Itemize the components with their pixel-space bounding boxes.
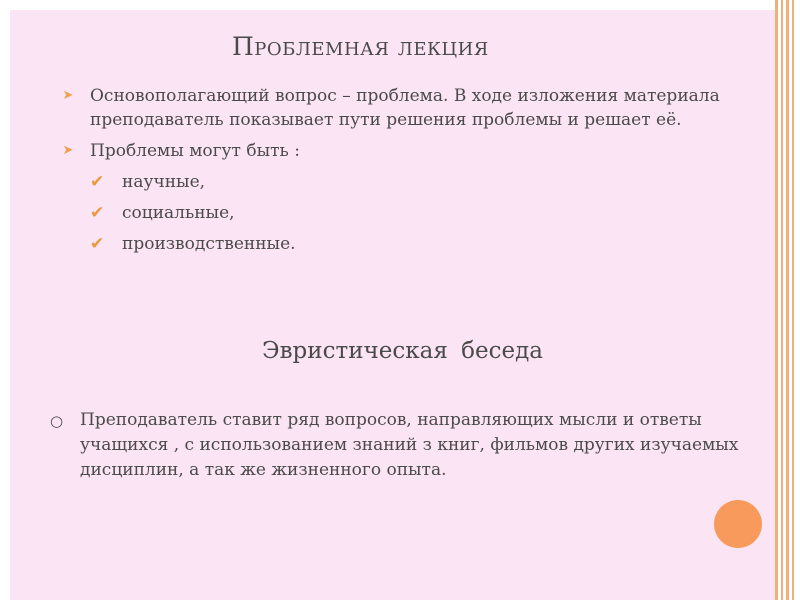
checkmark-icon: ✔ xyxy=(90,234,105,254)
section-heading: Эвристическая беседа xyxy=(262,338,543,364)
decorative-stripe xyxy=(786,0,789,600)
sub-item-text: социальные, xyxy=(122,203,235,223)
bullet-list xyxy=(60,84,730,263)
sub-item xyxy=(60,170,730,194)
bullet-text: Проблемы могут быть : xyxy=(90,141,300,161)
sub-item-text: научные, xyxy=(122,172,206,192)
decorative-stripe xyxy=(792,0,794,600)
decorative-circle xyxy=(714,500,762,548)
checkmark-icon: ✔ xyxy=(90,172,105,192)
circle-bullet-icon: ○ xyxy=(50,412,64,430)
bullet-item xyxy=(60,139,730,163)
slide-title: Проблемная лекция xyxy=(232,32,489,61)
paragraph xyxy=(50,408,740,483)
sub-item xyxy=(60,232,730,256)
arrow-bullet-icon: ➤ xyxy=(62,143,74,158)
bullet-item xyxy=(60,84,730,132)
checkmark-icon: ✔ xyxy=(90,203,105,223)
decorative-stripe xyxy=(775,0,778,600)
bullet-text: Основополагающий вопрос – проблема. В ходе изложения материала преподаватель показывает пути решения проблемы и решает её. xyxy=(90,86,720,130)
sub-item-text: производственные. xyxy=(122,234,296,254)
paragraph-text: Преподаватель ставит ряд вопросов, направляющих мысли и ответы учащихся , с использованием знаний з книг, фильмов других изучаемых дисциплин, а так же жизненного опыта. xyxy=(80,410,739,480)
decorative-stripe xyxy=(781,0,783,600)
sub-item xyxy=(60,201,730,225)
arrow-bullet-icon: ➤ xyxy=(62,88,74,103)
